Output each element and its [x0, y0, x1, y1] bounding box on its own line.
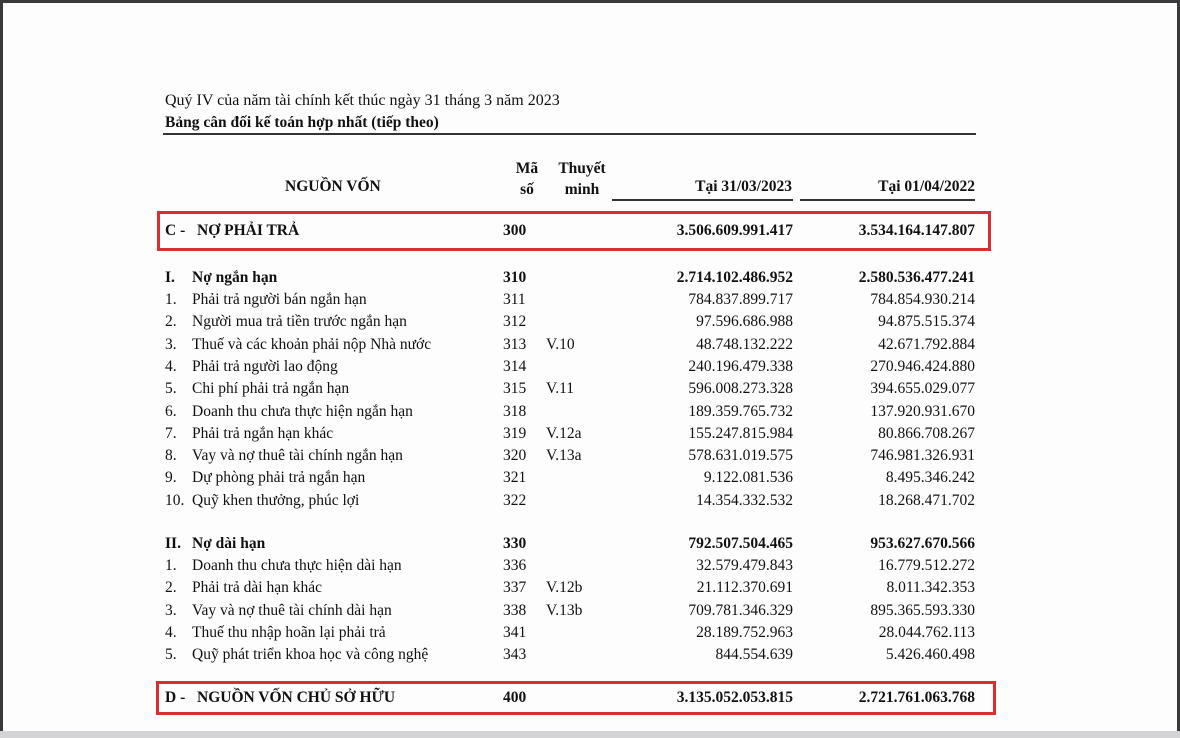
item-note: V.11: [546, 380, 574, 398]
section-label: NGUỒN VỐN CHỦ SỞ HỮU: [197, 689, 396, 706]
group-code: 330: [503, 535, 527, 552]
item-code: 318: [503, 402, 527, 420]
table-row: [165, 577, 977, 599]
section-c-row: [165, 220, 977, 242]
item-code: 319: [503, 424, 527, 442]
item-value-2023: 189.359.765.732: [688, 402, 793, 420]
item-label: Phải trả ngắn hạn khác: [192, 424, 334, 442]
item-label: Phải trả dài hạn khác: [192, 579, 322, 597]
item-num: 4.: [165, 623, 177, 641]
item-code: 343: [503, 646, 527, 664]
item-code: 315: [503, 380, 527, 398]
table-row: [165, 311, 977, 333]
item-value-2023: 578.631.019.575: [688, 447, 793, 465]
table-row: [165, 467, 977, 489]
group-value-2023: 792.507.504.465: [688, 535, 793, 552]
item-note: V.13b: [546, 601, 583, 619]
section-value-2022: 3.534.164.147.807: [858, 222, 975, 239]
item-value-2022: 895.365.593.330: [870, 601, 975, 619]
item-value-2022: 394.655.029.077: [870, 380, 975, 398]
item-value-2022: 80.866.708.267: [878, 424, 975, 442]
header-note-line2: minh: [564, 181, 600, 198]
item-label: Quỹ phát triển khoa học và công nghệ: [192, 646, 429, 664]
table-row: [165, 600, 977, 622]
table-row: [165, 423, 977, 445]
item-value-2023: 784.837.899.717: [688, 291, 793, 308]
item-value-2022: 270.946.424.880: [870, 357, 975, 375]
item-label: Người mua trả tiền trước ngắn hạn: [192, 313, 407, 331]
item-value-2023: 155.247.815.984: [688, 424, 793, 442]
item-note: V.10: [546, 335, 575, 353]
item-label: Quỹ khen thưởng, phúc lợi: [192, 491, 360, 509]
group-num: II.: [165, 535, 181, 552]
item-num: 10.: [165, 491, 185, 509]
table-row: [165, 378, 977, 400]
table-row: [165, 401, 977, 423]
header-note-line1: Thuyết: [558, 160, 606, 177]
group-i-row: [165, 267, 977, 289]
item-value-2023: 28.189.752.963: [696, 623, 793, 641]
item-code: 321: [503, 469, 527, 487]
item-note: V.12b: [546, 579, 583, 597]
item-num: 7.: [165, 424, 177, 442]
section-code: 300: [503, 222, 527, 239]
item-code: 336: [503, 557, 527, 574]
item-value-2022: 94.875.515.374: [878, 313, 975, 331]
item-value-2022: 784.854.930.214: [870, 291, 975, 308]
item-code: 311: [503, 291, 526, 308]
bottom-band: [0, 731, 1180, 738]
item-num: 1.: [165, 291, 177, 308]
group-label: Nợ ngắn hạn: [192, 269, 278, 286]
header-col2-rule: [800, 199, 975, 201]
group-num: I.: [165, 269, 175, 286]
item-num: 9.: [165, 469, 177, 487]
item-num: 2.: [165, 313, 177, 331]
item-num: 1.: [165, 557, 177, 574]
item-label: Dự phòng phải trả ngắn hạn: [192, 469, 366, 487]
group-ii-row: [165, 533, 977, 555]
document-title: Bảng cân đối kế toán hợp nhất (tiếp theo): [165, 114, 439, 131]
item-label: Phải trả người bán ngắn hạn: [192, 291, 367, 308]
item-code: 337: [503, 579, 527, 597]
item-value-2023: 596.008.273.328: [688, 380, 793, 398]
section-label: NỢ PHẢI TRẢ: [197, 222, 300, 239]
table-row: [165, 445, 977, 467]
header-col1-rule: [612, 199, 793, 201]
item-value-2022: 16.779.512.272: [878, 557, 975, 574]
item-value-2022: 5.426.460.498: [885, 646, 975, 664]
item-num: 4.: [165, 357, 177, 375]
title-divider: [163, 133, 976, 135]
item-code: 313: [503, 335, 527, 353]
table-row: [165, 334, 977, 356]
item-num: 8.: [165, 447, 177, 465]
header-code-line2: số: [520, 181, 534, 198]
item-value-2022: 28.044.762.113: [878, 623, 975, 641]
item-label: Phải trả người lao động: [192, 357, 338, 375]
item-value-2023: 709.781.346.329: [688, 601, 793, 619]
item-value-2023: 48.748.132.222: [696, 335, 793, 353]
group-code: 310: [503, 269, 527, 286]
header-code-line1: Mã: [515, 160, 539, 177]
item-label: Doanh thu chưa thực hiện ngắn hạn: [192, 402, 413, 420]
item-value-2023: 844.554.639: [715, 646, 793, 664]
item-code: 320: [503, 447, 527, 465]
item-value-2023: 14.354.332.532: [696, 491, 793, 509]
item-label: Thuế và các khoản phải nộp Nhà nước: [192, 335, 432, 353]
item-value-2022: 746.981.326.931: [870, 447, 975, 465]
section-code: 400: [503, 689, 527, 706]
header-col1: Tại 31/03/2023: [695, 178, 792, 195]
item-label: Vay và nợ thuê tài chính dài hạn: [192, 601, 392, 619]
item-label: Chi phí phải trả ngắn hạn: [192, 380, 350, 398]
item-num: 3.: [165, 335, 177, 353]
item-value-2022: 42.671.792.884: [878, 335, 975, 353]
group-value-2022: 2.580.536.477.241: [858, 269, 975, 286]
section-prefix: D -: [165, 689, 186, 706]
header-item: NGUỒN VỐN: [285, 178, 381, 195]
item-num: 6.: [165, 402, 177, 420]
section-value-2023: 3.506.609.991.417: [676, 222, 793, 239]
section-value-2023: 3.135.052.053.815: [676, 689, 793, 706]
item-value-2023: 32.579.479.843: [696, 557, 793, 574]
item-value-2023: 240.196.479.338: [688, 357, 793, 375]
item-value-2022: 137.920.931.670: [870, 402, 975, 420]
item-label: Thuế thu nhập hoãn lại phải trả: [192, 623, 386, 641]
item-value-2023: 21.112.370.691: [696, 579, 793, 597]
header-code: [512, 158, 542, 200]
item-value-2022: 18.268.471.702: [878, 491, 975, 509]
item-value-2022: 8.495.346.242: [885, 469, 975, 487]
section-d-row: [165, 687, 977, 709]
section-prefix: C -: [165, 222, 186, 239]
item-label: Doanh thu chưa thực hiện dài hạn: [192, 557, 402, 574]
item-value-2022: 8.011.342.353: [886, 579, 975, 597]
item-code: 341: [503, 623, 527, 641]
item-num: 3.: [165, 601, 177, 619]
table-row: [165, 289, 977, 311]
item-num: 5.: [165, 380, 177, 398]
header-col2: Tại 01/04/2022: [878, 178, 975, 195]
table-row: [165, 644, 977, 666]
table-row: [165, 555, 977, 577]
item-code: 322: [503, 491, 527, 509]
item-code: 338: [503, 601, 527, 619]
item-value-2023: 97.596.686.988: [696, 313, 793, 331]
item-note: V.13a: [546, 447, 582, 465]
item-code: 314: [503, 357, 527, 375]
table-row: [165, 490, 977, 512]
group-value-2022: 953.627.670.566: [870, 535, 975, 552]
item-label: Vay và nợ thuê tài chính ngắn hạn: [192, 447, 403, 465]
item-num: 2.: [165, 579, 177, 597]
item-code: 312: [503, 313, 527, 331]
group-label: Nợ dài hạn: [192, 535, 266, 552]
item-value-2023: 9.122.081.536: [703, 469, 793, 487]
table-row: [165, 356, 977, 378]
item-num: 5.: [165, 646, 177, 664]
group-value-2023: 2.714.102.486.952: [676, 269, 793, 286]
item-note: V.12a: [546, 424, 582, 442]
header-note: [552, 158, 612, 200]
table-row: [165, 622, 977, 644]
document-subtitle: Quý IV của năm tài chính kết thúc ngày 31 tháng 3 năm 2023: [165, 92, 560, 109]
section-value-2022: 2.721.761.063.768: [858, 689, 975, 706]
